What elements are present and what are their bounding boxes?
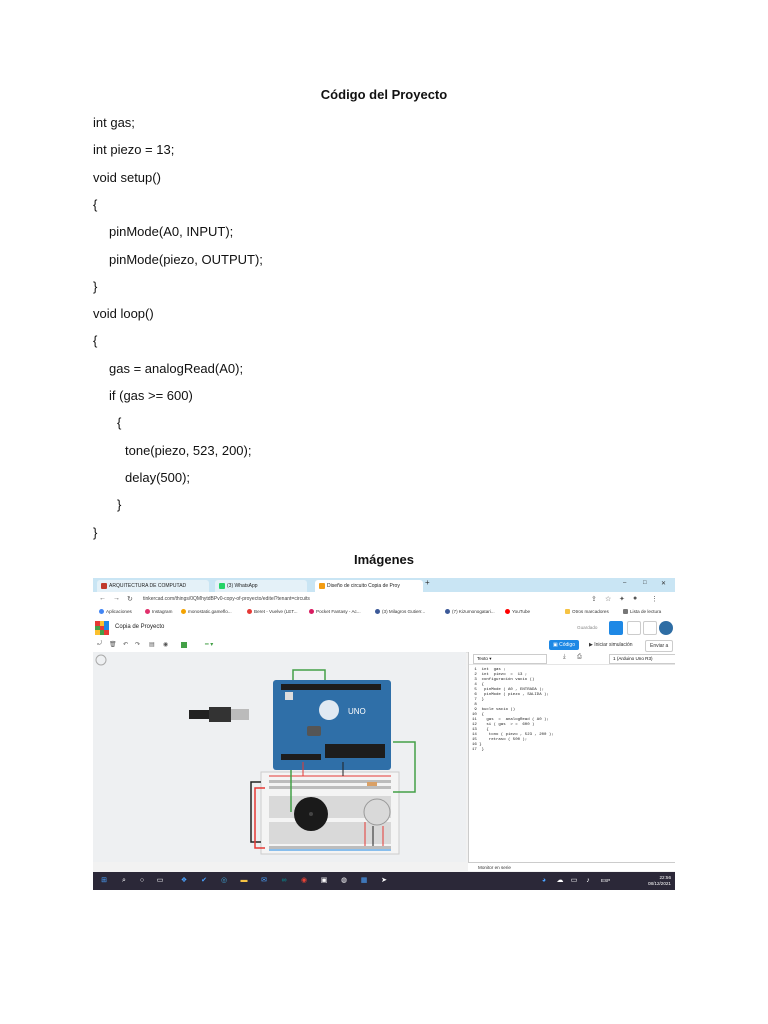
serial-monitor-bar[interactable]: Monitor en serie (468, 862, 675, 871)
youtube-icon (505, 609, 510, 614)
facebook-icon (375, 609, 380, 614)
edge-icon[interactable]: ◎ (220, 877, 228, 884)
header-pins (281, 684, 381, 690)
reload-icon[interactable]: ↻ (127, 596, 133, 603)
close-button[interactable]: ✕ (661, 581, 667, 587)
reading-list-icon (623, 609, 628, 614)
app-icon[interactable]: ✔ (201, 877, 207, 884)
bookmark-item[interactable] (375, 608, 425, 616)
power-pins (281, 754, 321, 760)
code-line: pinMode(piezo, OUTPUT); (109, 251, 263, 267)
usb-cable (189, 710, 209, 719)
bookmark-icon (247, 609, 252, 614)
note-icon[interactable]: ▤ (149, 642, 155, 648)
tab-arquitectura[interactable] (97, 580, 209, 592)
windows-taskbar (93, 872, 675, 890)
bookmark-label: Lista de lectura (630, 609, 662, 614)
tab-label: ARQUITECTURA DE COMPUTAD (109, 583, 187, 589)
clock[interactable] (648, 875, 671, 887)
bookmark-label: Pocket Fantasy - Ac... (316, 609, 361, 614)
code-line: } (93, 524, 98, 540)
zoom-fit-icon (96, 655, 106, 665)
tinkercad-favicon-icon (319, 583, 325, 589)
bookmark-label: Instagram (152, 609, 173, 614)
instagram-icon (145, 609, 150, 614)
board-label: UNO (348, 707, 366, 716)
editor-line: 13 { (472, 728, 489, 732)
profile-icon[interactable]: ● (633, 595, 638, 602)
print-icon[interactable]: ⎙ (577, 654, 582, 660)
clock-date: 08/12/2021 (648, 881, 671, 886)
app-icon[interactable]: ➤ (381, 877, 387, 884)
send-button[interactable] (645, 640, 673, 652)
back-icon[interactable]: ← (99, 595, 106, 602)
share-icon[interactable]: ⇪ (591, 596, 597, 603)
bookmark-label: Beret - Vuelve (LET... (254, 609, 298, 614)
bookmark-label: Otros marcadores (572, 609, 609, 614)
editor-toolbar (93, 638, 675, 653)
other-bookmarks[interactable] (565, 608, 609, 616)
editor-line: 6 pinMode ( piezo , SALIDA ); (472, 693, 549, 697)
project-name[interactable]: Copia de Proyecto (115, 624, 165, 630)
code-line: { (93, 333, 98, 349)
maximize-button[interactable]: □ (643, 580, 647, 586)
notification-icon[interactable]: ◕ (541, 877, 547, 884)
code-line: void setup() (93, 169, 161, 185)
app-icon[interactable]: ▦ (360, 877, 368, 884)
color-swatch-icon[interactable] (181, 642, 187, 648)
reset-button (285, 692, 293, 700)
apps-icon (99, 609, 104, 614)
language-indicator[interactable]: ESP (601, 878, 611, 883)
capacitor (307, 726, 321, 736)
volume-icon[interactable]: ♪ (586, 877, 590, 884)
bookmark-item[interactable] (145, 608, 172, 616)
tab-label: (3) WhatsApp (227, 583, 258, 589)
code-mode-select[interactable]: Texto ▾ (473, 654, 547, 664)
editor-line: 9 bucle vacío () (472, 708, 516, 712)
url-field[interactable]: tinkercad.com/things/0QMhytdBPv0-copy-of-proyecto/editel?tenant=circuits (143, 596, 310, 602)
simulate-button-label: Iniciar simulación (594, 642, 633, 648)
tab-whatsapp[interactable] (215, 580, 307, 592)
editor-line: 1 int gas ; (472, 668, 506, 672)
download-icon[interactable]: ⤓ (563, 654, 566, 660)
code-line: gas = analogRead(A0); (109, 360, 244, 376)
wire-style-icon[interactable]: ━ ▾ (205, 642, 214, 648)
editor-line: 5 pinMode ( A0 , ENTRADA ); (472, 688, 545, 692)
simulate-button[interactable]: ▶ Iniciar simulación (585, 640, 637, 650)
code-editor[interactable] (472, 668, 554, 753)
code-panel-header (469, 652, 675, 665)
editor-line: 4 { (472, 683, 485, 687)
editor-line: 3 configuración vacío () (472, 678, 535, 682)
app-icon[interactable]: ▣ (320, 877, 328, 884)
bookmark-item[interactable] (505, 608, 530, 616)
resistor (367, 782, 377, 786)
board-select-value: 1 (Arduino Uno R3) (613, 656, 653, 661)
windows-start-icon[interactable]: ⊞ (101, 877, 107, 884)
bookmark-item[interactable] (247, 608, 298, 616)
component-list-icon[interactable] (643, 621, 657, 635)
address-bar-row (93, 592, 675, 607)
clock-time: 22:56 (659, 875, 671, 880)
tab-tinkercad[interactable] (315, 580, 423, 592)
editor-line: 16 } (472, 743, 482, 747)
code-line: int gas; (93, 115, 135, 130)
gas-sensor (364, 799, 390, 825)
battery-icon[interactable]: ▭ (570, 877, 578, 884)
tray-icon[interactable]: ☁ (556, 877, 564, 884)
eye-icon[interactable]: ◉ (163, 642, 169, 648)
folder-icon (565, 609, 570, 614)
delete-icon[interactable]: 🗑 (109, 642, 117, 648)
browser-tab-bar (93, 578, 675, 592)
facebook-icon (445, 609, 450, 614)
new-tab-button[interactable]: + (425, 578, 430, 587)
bookmark-label: YouTube (512, 609, 531, 614)
chrome-icon[interactable]: ◉ (300, 877, 308, 884)
editor-line: 14 tono ( piezo , 523 , 200 ); (472, 733, 554, 737)
code-line: } (93, 278, 98, 294)
bookmark-item[interactable] (181, 608, 232, 616)
tinkercad-header (93, 618, 675, 639)
menu-icon[interactable]: ⋮ (651, 596, 658, 603)
editor-line: 8 (472, 703, 477, 707)
bookmark-item[interactable] (309, 608, 361, 616)
reading-list[interactable] (623, 608, 661, 616)
tab-favicon-icon (101, 583, 107, 589)
cortana-icon[interactable]: ○ (139, 877, 145, 884)
document-title: Código del Proyecto (320, 87, 448, 102)
redo-icon[interactable]: ↷ (135, 642, 141, 648)
mail-icon[interactable]: ✉ (261, 877, 267, 884)
circuit-canvas[interactable] (93, 652, 466, 862)
bookmark-label: (3) Milagros Gutierr... (382, 609, 426, 614)
extensions-icon[interactable]: ✦ (619, 596, 625, 603)
bookmark-label: Aplicaciones (106, 609, 132, 614)
usb-connector (231, 709, 249, 720)
code-line: void loop() (93, 306, 154, 322)
code-button[interactable]: ▣ Código (549, 640, 579, 650)
editor-line: 11 gas = analogRead ( A0 ); (472, 718, 549, 722)
microcontroller-chip (325, 744, 385, 758)
forward-icon[interactable]: → (113, 595, 120, 602)
bookmark-label: monostatic.gameflo... (188, 609, 232, 614)
schematic-view-icon[interactable] (627, 621, 641, 635)
images-heading: Imágenes (354, 552, 414, 567)
star-icon[interactable]: ☆ (605, 596, 612, 603)
saved-status: Guardado (577, 625, 598, 630)
code-panel (468, 652, 675, 862)
bookmark-label: (7) Kizumonogatari... (452, 609, 495, 614)
minimize-button[interactable]: – (623, 580, 627, 586)
circuit-drawing (93, 652, 466, 862)
bookmark-icon (181, 609, 186, 614)
code-button-label: Código (559, 642, 575, 648)
app-icon[interactable]: ◍ (340, 877, 348, 884)
code-line: if (gas >= 600) (109, 388, 193, 403)
code-line: delay(500); (125, 469, 191, 485)
usb-plug (209, 707, 231, 722)
editor-line: 17 } (472, 748, 485, 752)
board-select[interactable] (609, 654, 675, 664)
editor-line: 10 { (472, 713, 485, 717)
avatar[interactable] (659, 621, 673, 635)
file-explorer-icon[interactable]: ▬ (240, 877, 248, 884)
tinkercad-screenshot (93, 578, 675, 890)
code-line: pinMode(A0, INPUT); (109, 224, 234, 240)
tinkercad-logo[interactable] (95, 621, 109, 635)
code-line: { (117, 415, 122, 431)
code-line: tone(piezo, 523, 200); (125, 442, 252, 458)
code-line: { (93, 196, 98, 212)
code-mode-value: Texto (477, 656, 488, 661)
bookmark-item[interactable] (99, 608, 132, 616)
rotate-icon[interactable]: ⤾ (97, 641, 102, 647)
undo-icon[interactable]: ↶ (123, 642, 129, 648)
dropbox-icon[interactable]: ❖ (180, 877, 188, 884)
arduino-logo (319, 700, 339, 720)
editor-line: 15 retraso ( 500 ); (472, 738, 528, 742)
editor-line: 2 int piezo = 13 ; (472, 673, 528, 677)
circuit-view-icon[interactable] (609, 621, 623, 635)
task-view-icon[interactable]: ▭ (156, 877, 164, 884)
bookmark-item[interactable] (445, 608, 495, 616)
send-button-label: Enviar a (650, 643, 669, 649)
tab-label: Diseño de circuito Copia de Proy (327, 583, 400, 589)
whatsapp-icon (219, 583, 225, 589)
code-line: } (117, 497, 122, 513)
editor-line: 12 si ( gas > = 600 ) (472, 723, 535, 727)
code-line: int piezo = 13; (93, 142, 175, 158)
bookmark-icon (309, 609, 314, 614)
editor-line: 7 } (472, 698, 485, 702)
search-icon[interactable]: ⌕ (122, 877, 126, 884)
arduino-icon[interactable]: ∞ (281, 877, 287, 884)
